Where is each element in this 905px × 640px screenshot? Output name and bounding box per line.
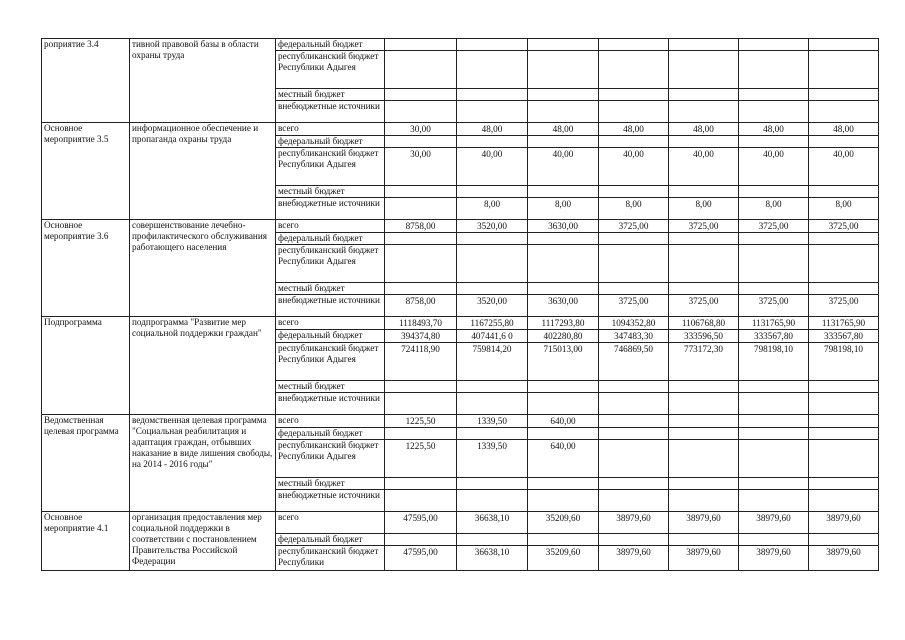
amount-cell — [385, 381, 457, 393]
amount-cell: 38979,60 — [809, 546, 879, 571]
amount-cell — [457, 89, 528, 101]
amount-cell — [528, 283, 599, 295]
amount-cell: 40,00 — [739, 148, 809, 186]
amount-cell: 1106768,80 — [669, 317, 739, 330]
amount-cell: 1118493,70 — [385, 317, 457, 330]
funding-source-cell: федеральный бюджет — [276, 534, 385, 546]
amount-cell: 1339,50 — [457, 415, 528, 428]
amount-cell — [669, 478, 739, 490]
amount-cell — [739, 39, 809, 51]
program-status-cell: Основное мероприятие 3.6 — [42, 220, 130, 317]
amount-cell — [599, 283, 669, 295]
funding-source-cell: республиканский бюджет Республики Адыгея — [276, 343, 385, 381]
amount-cell: 47595,00 — [385, 546, 457, 571]
amount-cell — [669, 101, 739, 123]
amount-cell: 8,00 — [809, 198, 879, 220]
amount-cell — [809, 245, 879, 283]
amount-cell — [739, 393, 809, 415]
amount-cell: 746869,50 — [599, 343, 669, 381]
amount-cell — [739, 233, 809, 245]
amount-cell — [809, 283, 879, 295]
funding-source-cell: внебюджетные источники — [276, 295, 385, 317]
amount-cell: 1339,50 — [457, 440, 528, 478]
amount-cell — [528, 186, 599, 198]
amount-cell — [599, 186, 669, 198]
table-row — [42, 317, 879, 330]
amount-cell: 3725,00 — [599, 295, 669, 317]
amount-cell: 1094352,80 — [599, 317, 669, 330]
amount-cell — [669, 89, 739, 101]
amount-cell — [385, 186, 457, 198]
amount-cell: 1131765,90 — [739, 317, 809, 330]
amount-cell — [385, 478, 457, 490]
amount-cell — [809, 478, 879, 490]
amount-cell: 640,00 — [528, 415, 599, 428]
amount-cell — [739, 186, 809, 198]
amount-cell: 30,00 — [385, 148, 457, 186]
amount-cell — [739, 245, 809, 283]
amount-cell — [385, 101, 457, 123]
amount-cell: 1117293,80 — [528, 317, 599, 330]
amount-cell — [528, 381, 599, 393]
amount-cell — [739, 381, 809, 393]
amount-cell — [385, 233, 457, 245]
amount-cell — [739, 136, 809, 148]
amount-cell — [669, 186, 739, 198]
amount-cell: 8758,00 — [385, 295, 457, 317]
amount-cell — [385, 393, 457, 415]
amount-cell — [528, 428, 599, 440]
amount-cell: 8758,00 — [385, 220, 457, 233]
amount-cell — [528, 136, 599, 148]
amount-cell — [809, 534, 879, 546]
funding-source-cell: республиканский бюджет Республики — [276, 546, 385, 571]
amount-cell — [457, 39, 528, 51]
amount-cell — [528, 490, 599, 512]
amount-cell: 1131765,90 — [809, 317, 879, 330]
amount-cell — [599, 393, 669, 415]
amount-cell: 38979,60 — [599, 546, 669, 571]
amount-cell — [457, 186, 528, 198]
program-status-cell: Основное мероприятие 4.1 — [42, 512, 130, 571]
amount-cell — [599, 415, 669, 428]
amount-cell: 3725,00 — [739, 220, 809, 233]
amount-cell: 640,00 — [528, 440, 599, 478]
program-status-cell: роприятие 3.4 — [42, 39, 130, 123]
amount-cell — [739, 534, 809, 546]
amount-cell: 35209,60 — [528, 512, 599, 534]
table-row — [42, 123, 879, 136]
table-row — [42, 512, 879, 534]
amount-cell: 333596,50 — [669, 330, 739, 343]
amount-cell: 48,00 — [457, 123, 528, 136]
amount-cell — [739, 428, 809, 440]
program-name-cell: информационное обеспечение и пропаганда охраны труда — [130, 123, 276, 220]
amount-cell: 8,00 — [528, 198, 599, 220]
amount-cell: 8,00 — [599, 198, 669, 220]
amount-cell — [528, 101, 599, 123]
amount-cell: 47595,00 — [385, 512, 457, 534]
amount-cell — [385, 534, 457, 546]
amount-cell — [385, 490, 457, 512]
funding-source-cell: федеральный бюджет — [276, 233, 385, 245]
amount-cell — [809, 381, 879, 393]
amount-cell — [809, 136, 879, 148]
amount-cell: 48,00 — [809, 123, 879, 136]
program-name-cell: совершенствование лечебно-профилактического обслуживания работающего населения — [130, 220, 276, 317]
program-status-cell: Подпрограмма — [42, 317, 130, 415]
amount-cell — [528, 393, 599, 415]
amount-cell: 394374,80 — [385, 330, 457, 343]
amount-cell — [739, 415, 809, 428]
amount-cell — [457, 534, 528, 546]
amount-cell — [599, 245, 669, 283]
amount-cell — [739, 478, 809, 490]
amount-cell: 3725,00 — [739, 295, 809, 317]
funding-source-cell: всего — [276, 512, 385, 534]
amount-cell: 40,00 — [599, 148, 669, 186]
table-row — [42, 415, 879, 428]
amount-cell: 38979,60 — [739, 512, 809, 534]
amount-cell: 798198,10 — [809, 343, 879, 381]
funding-source-cell: республиканский бюджет Республики Адыгея — [276, 440, 385, 478]
amount-cell — [385, 51, 457, 89]
amount-cell — [385, 198, 457, 220]
amount-cell — [457, 245, 528, 283]
amount-cell: 798198,10 — [739, 343, 809, 381]
funding-source-cell: всего — [276, 220, 385, 233]
amount-cell — [739, 490, 809, 512]
amount-cell — [528, 233, 599, 245]
amount-cell: 36638,10 — [457, 546, 528, 571]
amount-cell — [385, 428, 457, 440]
amount-cell — [457, 51, 528, 89]
amount-cell: 8,00 — [739, 198, 809, 220]
amount-cell: 3725,00 — [669, 295, 739, 317]
funding-source-cell: федеральный бюджет — [276, 39, 385, 51]
amount-cell — [528, 478, 599, 490]
amount-cell — [457, 136, 528, 148]
program-name-cell: тивной правовой базы в области охраны труда — [130, 39, 276, 123]
amount-cell: 40,00 — [457, 148, 528, 186]
amount-cell — [457, 428, 528, 440]
amount-cell: 347483,30 — [599, 330, 669, 343]
amount-cell — [599, 490, 669, 512]
amount-cell — [669, 534, 739, 546]
funding-source-cell: всего — [276, 415, 385, 428]
amount-cell — [599, 233, 669, 245]
amount-cell — [669, 283, 739, 295]
amount-cell — [457, 381, 528, 393]
amount-cell: 407441,6 0 — [457, 330, 528, 343]
amount-cell: 1167255,80 — [457, 317, 528, 330]
amount-cell — [809, 393, 879, 415]
amount-cell — [669, 136, 739, 148]
amount-cell — [669, 39, 739, 51]
amount-cell: 333567,80 — [739, 330, 809, 343]
amount-cell: 3725,00 — [669, 220, 739, 233]
amount-cell — [809, 39, 879, 51]
funding-source-cell: внебюджетные источники — [276, 393, 385, 415]
amount-cell — [669, 233, 739, 245]
amount-cell: 36638,10 — [457, 512, 528, 534]
amount-cell — [669, 415, 739, 428]
amount-cell: 48,00 — [669, 123, 739, 136]
funding-source-cell: федеральный бюджет — [276, 330, 385, 343]
amount-cell: 1225,50 — [385, 440, 457, 478]
amount-cell — [669, 245, 739, 283]
amount-cell: 724118,90 — [385, 343, 457, 381]
amount-cell — [599, 428, 669, 440]
amount-cell — [385, 39, 457, 51]
amount-cell — [599, 39, 669, 51]
amount-cell: 48,00 — [739, 123, 809, 136]
amount-cell — [809, 428, 879, 440]
amount-cell — [599, 89, 669, 101]
amount-cell — [739, 283, 809, 295]
amount-cell — [599, 478, 669, 490]
amount-cell: 30,00 — [385, 123, 457, 136]
amount-cell: 8,00 — [457, 198, 528, 220]
program-status-cell: Ведомственная целевая программа — [42, 415, 130, 512]
amount-cell — [385, 136, 457, 148]
amount-cell — [809, 101, 879, 123]
amount-cell — [528, 51, 599, 89]
amount-cell: 3630,00 — [528, 220, 599, 233]
amount-cell: 333567,80 — [809, 330, 879, 343]
amount-cell: 3520,00 — [457, 295, 528, 317]
program-status-cell: Основное мероприятие 3.5 — [42, 123, 130, 220]
funding-source-cell: всего — [276, 317, 385, 330]
funding-source-cell: местный бюджет — [276, 89, 385, 101]
program-name-cell: организация предоставления мер социальной поддержки в соответствии с постановлением Правительства Российской Федерации — [130, 512, 276, 571]
amount-cell — [669, 440, 739, 478]
amount-cell — [809, 233, 879, 245]
amount-cell — [457, 283, 528, 295]
amount-cell — [528, 245, 599, 283]
amount-cell — [739, 440, 809, 478]
amount-cell — [739, 89, 809, 101]
amount-cell — [669, 51, 739, 89]
funding-source-cell: всего — [276, 123, 385, 136]
amount-cell: 38979,60 — [809, 512, 879, 534]
amount-cell — [809, 490, 879, 512]
amount-cell — [669, 428, 739, 440]
table-row — [42, 39, 879, 51]
amount-cell: 35209,60 — [528, 546, 599, 571]
funding-source-cell: федеральный бюджет — [276, 428, 385, 440]
amount-cell: 48,00 — [599, 123, 669, 136]
amount-cell — [528, 89, 599, 101]
amount-cell — [809, 51, 879, 89]
amount-cell — [385, 283, 457, 295]
funding-source-cell: республиканский бюджет Республики Адыгея — [276, 245, 385, 283]
amount-cell — [457, 393, 528, 415]
funding-source-cell: федеральный бюджет — [276, 136, 385, 148]
budget-table — [41, 38, 879, 571]
amount-cell — [809, 89, 879, 101]
amount-cell: 3725,00 — [599, 220, 669, 233]
program-name-cell: подпрограмма "Развитие мер социальной поддержки граждан" — [130, 317, 276, 415]
amount-cell: 48,00 — [528, 123, 599, 136]
amount-cell — [599, 51, 669, 89]
amount-cell: 40,00 — [669, 148, 739, 186]
amount-cell: 3520,00 — [457, 220, 528, 233]
amount-cell: 8,00 — [669, 198, 739, 220]
amount-cell: 3725,00 — [809, 220, 879, 233]
amount-cell — [669, 381, 739, 393]
amount-cell — [739, 101, 809, 123]
amount-cell — [599, 534, 669, 546]
program-name-cell: ведомственная целевая программа "Социальная реабилитация и адаптация граждан, отбывших наказание в виде лишения свободы, на 2014 - 2016 годы" — [130, 415, 276, 512]
table-row — [42, 220, 879, 233]
funding-source-cell: республиканский бюджет Республики Адыгея — [276, 51, 385, 89]
amount-cell: 715013,00 — [528, 343, 599, 381]
amount-cell — [457, 478, 528, 490]
amount-cell — [528, 39, 599, 51]
amount-cell: 38979,60 — [599, 512, 669, 534]
amount-cell: 40,00 — [809, 148, 879, 186]
amount-cell — [599, 136, 669, 148]
amount-cell — [739, 51, 809, 89]
amount-cell — [385, 89, 457, 101]
funding-source-cell: республиканский бюджет Республики Адыгея — [276, 148, 385, 186]
amount-cell — [385, 245, 457, 283]
amount-cell: 759814,20 — [457, 343, 528, 381]
amount-cell: 3630,00 — [528, 295, 599, 317]
funding-source-cell: местный бюджет — [276, 478, 385, 490]
funding-source-cell: внебюджетные источники — [276, 198, 385, 220]
funding-source-cell: внебюджетные источники — [276, 490, 385, 512]
funding-source-cell: внебюджетные источники — [276, 101, 385, 123]
amount-cell: 402280,80 — [528, 330, 599, 343]
table-body — [42, 39, 879, 571]
amount-cell — [599, 440, 669, 478]
amount-cell: 773172,30 — [669, 343, 739, 381]
amount-cell — [809, 440, 879, 478]
amount-cell — [457, 490, 528, 512]
amount-cell — [809, 186, 879, 198]
amount-cell — [599, 381, 669, 393]
amount-cell: 38979,60 — [739, 546, 809, 571]
amount-cell — [669, 490, 739, 512]
amount-cell — [457, 233, 528, 245]
amount-cell: 38979,60 — [669, 512, 739, 534]
amount-cell: 38979,60 — [669, 546, 739, 571]
funding-source-cell: местный бюджет — [276, 381, 385, 393]
amount-cell — [809, 415, 879, 428]
amount-cell: 1225,50 — [385, 415, 457, 428]
amount-cell: 3725,00 — [809, 295, 879, 317]
amount-cell — [669, 393, 739, 415]
funding-source-cell: местный бюджет — [276, 283, 385, 295]
amount-cell — [528, 534, 599, 546]
amount-cell — [457, 101, 528, 123]
funding-source-cell: местный бюджет — [276, 186, 385, 198]
amount-cell — [599, 101, 669, 123]
amount-cell: 40,00 — [528, 148, 599, 186]
